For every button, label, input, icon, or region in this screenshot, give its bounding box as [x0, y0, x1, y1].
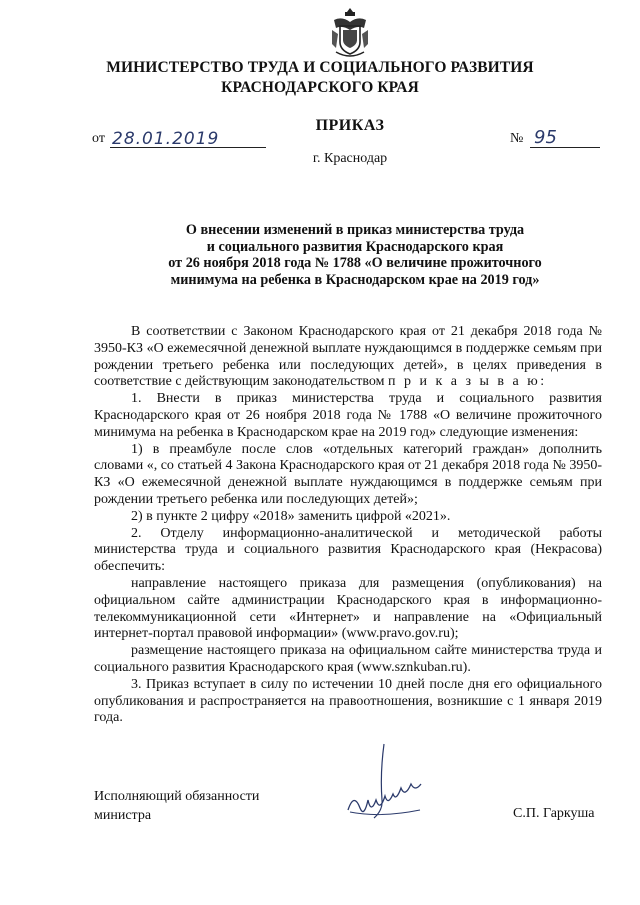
paragraph-item-2-publication: направление настоящего приказа для размещения (опубликования) на официальном сайте администрации Краснодарского края в информационно-телекоммуникационной сети «Интернет» и направление на «Официальный интернет-портал правовой информации» (www.pravo.gov.ru); — [94, 575, 602, 642]
organization-name-line1: МИНИСТЕРСТВО ТРУДА И СОЦИАЛЬНОГО РАЗВИТИЯ — [106, 59, 534, 76]
position-line: министра — [94, 808, 152, 823]
krasnodar-coat-of-arms-icon — [328, 6, 372, 60]
preamble-text: В соответствии с Законом Краснодарского края от 21 декабря 2018 года № 3950-КЗ «О ежемесячной денежной выплате нуждающимся в поддержке семьям при рождении третьего ребенка или последующих детей», в целях приведения в соответствие с действующим законодательством — [94, 324, 602, 390]
handwritten-date: 28.01.2019 — [112, 129, 220, 149]
number-prefix: № — [510, 131, 524, 146]
title-line: минимума на ребенка в Краснодарском крае на 2019 год» — [170, 271, 540, 288]
order-title — [150, 222, 560, 288]
paragraph-item-2: 2. Отделу информационно-аналитической и методической работы министерства труда и социального развития Краснодарского края (Некрасова) обеспечить: — [94, 525, 602, 575]
city: г. Краснодар — [312, 151, 388, 166]
handwritten-number: 95 — [534, 127, 557, 148]
signatory-position — [94, 787, 259, 825]
paragraph-subitem-2: 2) в пункте 2 цифру «2018» заменить цифрой «2021». — [131, 508, 451, 524]
title-line: от 26 ноября 2018 года № 1788 «О величине прожиточного — [168, 255, 542, 271]
handwritten-signature-icon — [340, 740, 440, 830]
title-line: и социального развития Краснодарского края — [206, 238, 504, 255]
order-body — [94, 324, 602, 727]
paragraph-subitem-1: 1) в преамбуле после слов «отдельных категорий граждан» дополнить словами «, со статьей 4 Закона Краснодарского края от 21 декабря 2018 года № 3950-КЗ «О ежемесячной денежной выплате нуждающимся в поддержке семьям при рождении третьего ребенка или последующих детей»; — [94, 441, 602, 507]
signatory-name: С.П. Гаркуша — [513, 806, 595, 821]
document-type: ПРИКАЗ — [315, 117, 385, 134]
paragraph-item-1: 1. Внести в приказ министерства труда и социального развития Краснодарского края от 26 ноября 2018 года № 1788 «О величине прожиточного минимума на ребенка в Краснодарском крае на 2019 год» следующие изменения: — [94, 391, 602, 440]
title-line: О внесении изменений в приказ министерства труда — [185, 222, 525, 238]
paragraph-item-3: 3. Приказ вступает в силу по истечении 10 дней после дня его официального опубликования и распространяется на правоотношения, возникшие с 1 января 2019 года. — [94, 676, 602, 726]
paragraph-preamble — [94, 324, 602, 391]
date-prefix: от — [92, 131, 105, 146]
paragraph-item-2-website: размещение настоящего приказа на официальном сайте министерства труда и социального развития Краснодарского края (www.sznkuban.ru). — [94, 643, 602, 675]
position-line: Исполняющий обязанности — [94, 789, 260, 804]
organization-name-line2: КРАСНОДАРСКОГО КРАЯ — [221, 79, 419, 96]
order-verb: п р и к а з ы в а ю: — [387, 374, 547, 390]
